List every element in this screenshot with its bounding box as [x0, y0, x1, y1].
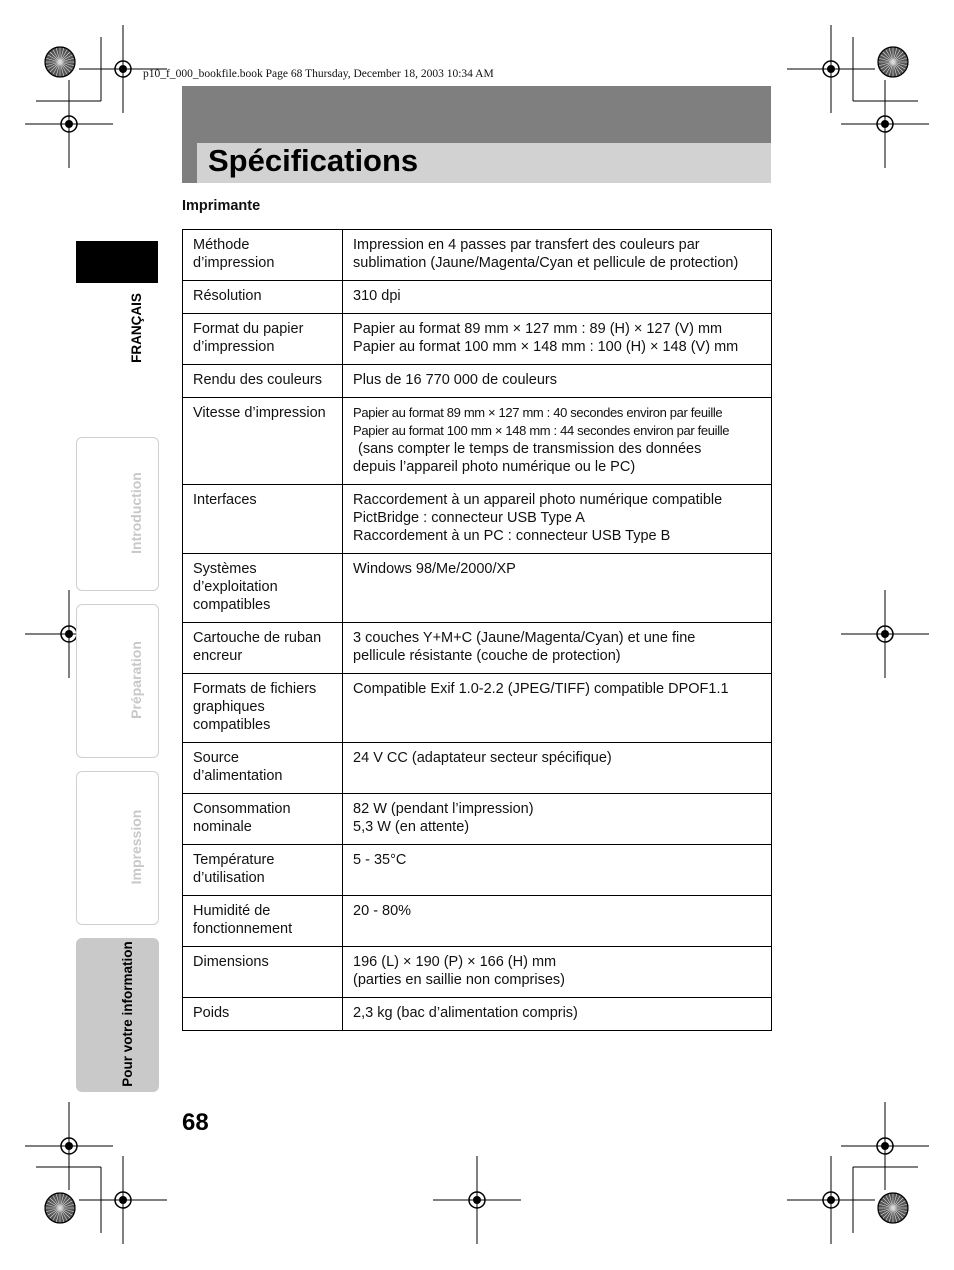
spec-label-line: d’utilisation [193, 870, 265, 886]
spec-label-line: d’alimentation [193, 768, 283, 784]
spec-value [343, 947, 772, 998]
spec-label-line: Consommation [193, 801, 291, 817]
spec-label [183, 998, 343, 1031]
spec-label-line: Rendu des couleurs [193, 372, 322, 388]
tab-pour-votre-information-label: Pour votre information [120, 941, 135, 1087]
spec-value [343, 281, 772, 314]
table-row [183, 998, 772, 1031]
spec-label [183, 947, 343, 998]
spec-value [343, 623, 772, 674]
registration-mark-dot [65, 1142, 73, 1150]
spec-value-line: 20 - 80% [353, 903, 412, 919]
spec-label [183, 485, 343, 554]
spec-value-line: Plus de 16 770 000 de couleurs [353, 372, 557, 388]
spec-value-line: Raccordement à un PC : connecteur USB Type B [353, 528, 671, 544]
section-heading: Imprimante [182, 198, 261, 214]
spec-label-line: d’impression [193, 339, 275, 355]
spec-label-line: Interfaces [193, 492, 257, 508]
spec-label [183, 230, 343, 281]
spec-value-line: 5 - 35°C [353, 852, 407, 868]
registration-mark-dot [827, 1196, 835, 1204]
spec-label-line: Vitesse d’impression [193, 405, 326, 421]
spec-value-line: sublimation (Jaune/Magenta/Cyan et pellicule de protection) [353, 255, 739, 271]
table-row [183, 365, 772, 398]
spec-value [343, 998, 772, 1031]
table-row [183, 845, 772, 896]
table-row [183, 314, 772, 365]
registration-mark-dot [881, 630, 889, 638]
title-accent [182, 143, 197, 183]
spec-label-line: Dimensions [193, 954, 269, 970]
table-row [183, 398, 772, 485]
tab-impression[interactable] [76, 771, 159, 925]
spec-label [183, 314, 343, 365]
spec-value [343, 314, 772, 365]
table-row [183, 743, 772, 794]
spec-value-line: 2,3 kg (bac d’alimentation compris) [353, 1005, 578, 1021]
page-number: 68 [182, 1109, 209, 1136]
spec-value [343, 674, 772, 743]
spec-label-line: graphiques [193, 699, 265, 715]
print-header: p10_f_000_bookfile.book Page 68 Thursday, December 18, 2003 10:34 AM [143, 68, 494, 80]
spec-value-line: 196 (L) × 190 (P) × 166 (H) mm [353, 954, 557, 970]
spec-value-line: 24 V CC (adaptateur secteur spécifique) [353, 750, 612, 766]
spec-label-line: encreur [193, 648, 243, 664]
spec-value [343, 230, 772, 281]
spec-label [183, 845, 343, 896]
registration-mark-dot [881, 120, 889, 128]
spec-label-line: d’impression [193, 255, 275, 271]
table-row [183, 230, 772, 281]
page-title: Spécifications [208, 143, 419, 178]
spec-label-line: Format du papier [193, 321, 304, 337]
spec-value [343, 896, 772, 947]
registration-mark-dot [827, 65, 835, 73]
spec-value-line: Raccordement à un appareil photo numérique compatible [353, 492, 723, 508]
registration-mark-dot [65, 630, 73, 638]
spec-value-line: Papier au format 100 mm × 148 mm : 44 secondes environ par feuille [353, 423, 730, 438]
spec-label-line: Formats de fichiers [193, 681, 317, 697]
spec-label-line: d’exploitation [193, 579, 278, 595]
spec-value-line: PictBridge : connecteur USB Type A [353, 510, 585, 526]
spec-value [343, 398, 772, 485]
spec-label [183, 794, 343, 845]
table-row [183, 674, 772, 743]
registration-mark-dot [119, 1196, 127, 1204]
spec-value-line: Windows 98/Me/2000/XP [353, 561, 516, 577]
spec-value [343, 554, 772, 623]
spec-value-line: Papier au format 89 mm × 127 mm : 40 secondes environ par feuille [353, 405, 723, 420]
spec-label-line: compatibles [193, 597, 271, 613]
spec-label-line: Humidité de [193, 903, 271, 919]
spec-value [343, 743, 772, 794]
tab-introduction-label: Introduction [128, 472, 144, 554]
spec-label [183, 896, 343, 947]
registration-mark-dot [473, 1196, 481, 1204]
spec-label [183, 365, 343, 398]
spec-value-line: Compatible Exif 1.0-2.2 (JPEG/TIFF) compatible DPOF1.1 [353, 681, 729, 697]
spec-value-line: 82 W (pendant l’impression) [353, 801, 534, 817]
spec-label [183, 398, 343, 485]
registration-mark-dot [119, 65, 127, 73]
spec-label-line: Méthode [193, 237, 250, 253]
table-row [183, 794, 772, 845]
spec-value-line: (sans compter le temps de transmission des données [358, 441, 702, 457]
spec-label-line: Poids [193, 1005, 230, 1021]
spec-label [183, 623, 343, 674]
table-row [183, 485, 772, 554]
spec-value [343, 365, 772, 398]
table-row [183, 623, 772, 674]
tab-introduction[interactable] [76, 437, 159, 591]
spec-label-line: fonctionnement [193, 921, 293, 937]
spec-value-line: Papier au format 89 mm × 127 mm : 89 (H) × 127 (V) mm [353, 321, 723, 337]
spec-label [183, 281, 343, 314]
spec-label-line: Systèmes [193, 561, 257, 577]
spec-value-line: 310 dpi [353, 288, 401, 304]
spec-table [182, 229, 772, 1031]
spec-label [183, 743, 343, 794]
registration-mark-dot [65, 120, 73, 128]
table-row [183, 896, 772, 947]
spec-label-line: Résolution [193, 288, 262, 304]
spec-label-line: Source [193, 750, 239, 766]
tab-preparation-label: Préparation [128, 641, 144, 719]
spec-label-line: compatibles [193, 717, 271, 733]
table-row [183, 947, 772, 998]
tab-preparation[interactable] [76, 604, 159, 758]
spec-label-line: Cartouche de ruban [193, 630, 322, 646]
spec-label [183, 554, 343, 623]
spec-value [343, 794, 772, 845]
spec-value-line: depuis l’appareil photo numérique ou le PC) [353, 459, 636, 475]
table-row [183, 554, 772, 623]
spec-value-line: pellicule résistante (couche de protection) [353, 648, 621, 664]
spec-value-line: 3 couches Y+M+C (Jaune/Magenta/Cyan) et une fine [353, 630, 696, 646]
spec-value-line: Impression en 4 passes par transfert des couleurs par [353, 237, 700, 253]
spec-label-line: nominale [193, 819, 252, 835]
spec-value-line: 5,3 W (en attente) [353, 819, 470, 835]
table-row [183, 281, 772, 314]
tab-impression-label: Impression [128, 809, 144, 885]
spec-value-line: (parties en saillie non comprises) [353, 972, 565, 988]
registration-mark-dot [881, 1142, 889, 1150]
spec-label-line: Température [193, 852, 275, 868]
spec-value-line: Papier au format 100 mm × 148 mm : 100 (H) × 148 (V) mm [353, 339, 739, 355]
language-label: FRANÇAIS [129, 293, 144, 363]
spec-value [343, 845, 772, 896]
spec-value [343, 485, 772, 554]
spec-label [183, 674, 343, 743]
